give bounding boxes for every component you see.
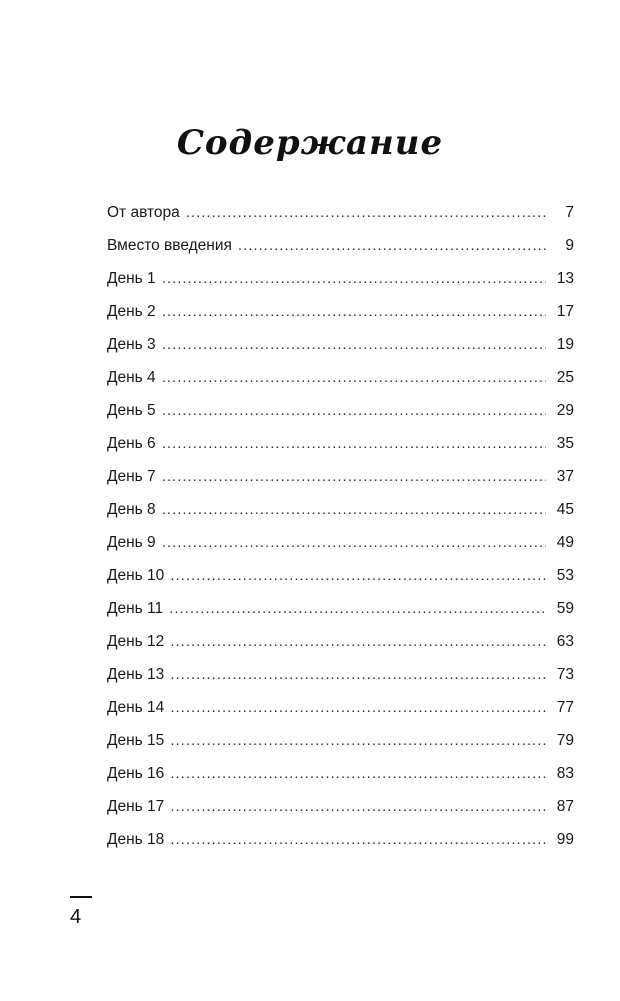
- toc-dot-leader: [162, 493, 546, 526]
- toc-dot-leader: [170, 625, 546, 658]
- toc-entry-title: День 17: [107, 798, 165, 815]
- toc-dot-leader: [162, 427, 546, 460]
- toc-dot-leader: [170, 559, 546, 592]
- toc-entry: [107, 592, 574, 625]
- toc-entry: [107, 691, 574, 724]
- toc-dot-leader: [170, 757, 546, 790]
- toc-dot-leader: [170, 658, 546, 691]
- toc-entry-page: 99: [556, 831, 574, 848]
- toc-entry: [107, 493, 574, 526]
- toc-dot-leader: [170, 823, 546, 856]
- toc-dot-leader: [170, 691, 546, 724]
- toc-dot-leader: [186, 196, 546, 229]
- toc-entry-page: 79: [556, 732, 574, 749]
- toc-entry-page: 29: [556, 402, 574, 419]
- toc-entry: [107, 229, 574, 262]
- toc-entry-page: 19: [556, 336, 574, 353]
- toc-dot-leader: [162, 460, 546, 493]
- toc-entry: [107, 328, 574, 361]
- toc-entry: [107, 559, 574, 592]
- toc-entry: [107, 427, 574, 460]
- toc-entry-title: От автора: [107, 204, 180, 221]
- toc-entry-title: День 3: [107, 336, 156, 353]
- toc-entry-page: 37: [556, 468, 574, 485]
- toc-entry: [107, 262, 574, 295]
- toc-entry: [107, 658, 574, 691]
- toc-entry-title: День 10: [107, 567, 165, 584]
- toc-entry-title: День 15: [107, 732, 165, 749]
- toc-entry-page: 59: [556, 600, 574, 617]
- toc-dot-leader: [162, 328, 546, 361]
- toc-entry-title: Вместо введения: [107, 237, 232, 254]
- toc-entry: [107, 526, 574, 559]
- toc-entry-page: 7: [565, 204, 574, 221]
- toc-dot-leader: [162, 361, 546, 394]
- folio-rule: [70, 896, 92, 898]
- toc-entry: [107, 757, 574, 790]
- toc-entry: [107, 724, 574, 757]
- toc-entry-title: День 12: [107, 633, 165, 650]
- page-number: 4: [70, 906, 82, 928]
- toc-entry-page: 13: [556, 270, 574, 287]
- toc-entry-title: День 2: [107, 303, 156, 320]
- toc-entry-page: 63: [556, 633, 574, 650]
- toc-entry-title: День 11: [107, 600, 164, 617]
- toc-entry: [107, 625, 574, 658]
- table-of-contents: [107, 196, 574, 856]
- toc-entry-title: День 16: [107, 765, 165, 782]
- toc-entry-title: День 5: [107, 402, 156, 419]
- toc-dot-leader: [169, 592, 546, 625]
- toc-entry-title: День 18: [107, 831, 165, 848]
- toc-entry-page: 25: [556, 369, 574, 386]
- toc-dot-leader: [238, 229, 546, 262]
- toc-dot-leader: [162, 526, 546, 559]
- toc-entry-page: 83: [556, 765, 574, 782]
- toc-entry: [107, 361, 574, 394]
- page-title: Содержание: [176, 122, 444, 163]
- toc-entry: [107, 790, 574, 823]
- toc-entry-title: День 7: [107, 468, 156, 485]
- toc-entry-page: 17: [556, 303, 574, 320]
- toc-entry-page: 53: [556, 567, 574, 584]
- toc-entry-page: 49: [556, 534, 574, 551]
- toc-entry-page: 9: [565, 237, 574, 254]
- toc-entry-title: День 8: [107, 501, 156, 518]
- toc-dot-leader: [162, 295, 546, 328]
- toc-dot-leader: [162, 394, 546, 427]
- toc-entry-page: 73: [556, 666, 574, 683]
- toc-entry-title: День 6: [107, 435, 156, 452]
- toc-entry-title: День 4: [107, 369, 156, 386]
- toc-entry-title: День 1: [107, 270, 156, 287]
- toc-dot-leader: [170, 790, 546, 823]
- toc-entry-page: 87: [556, 798, 574, 815]
- toc-entry: [107, 460, 574, 493]
- toc-entry-title: День 9: [107, 534, 156, 551]
- toc-dot-leader: [162, 262, 546, 295]
- toc-entry-page: 77: [556, 699, 574, 716]
- toc-entry-title: День 14: [107, 699, 165, 716]
- toc-dot-leader: [170, 724, 546, 757]
- toc-entry: [107, 823, 574, 856]
- toc-entry-page: 45: [556, 501, 574, 518]
- toc-entry-title: День 13: [107, 666, 165, 683]
- toc-entry: [107, 295, 574, 328]
- toc-entry: [107, 394, 574, 427]
- toc-entry: [107, 196, 574, 229]
- toc-entry-page: 35: [556, 435, 574, 452]
